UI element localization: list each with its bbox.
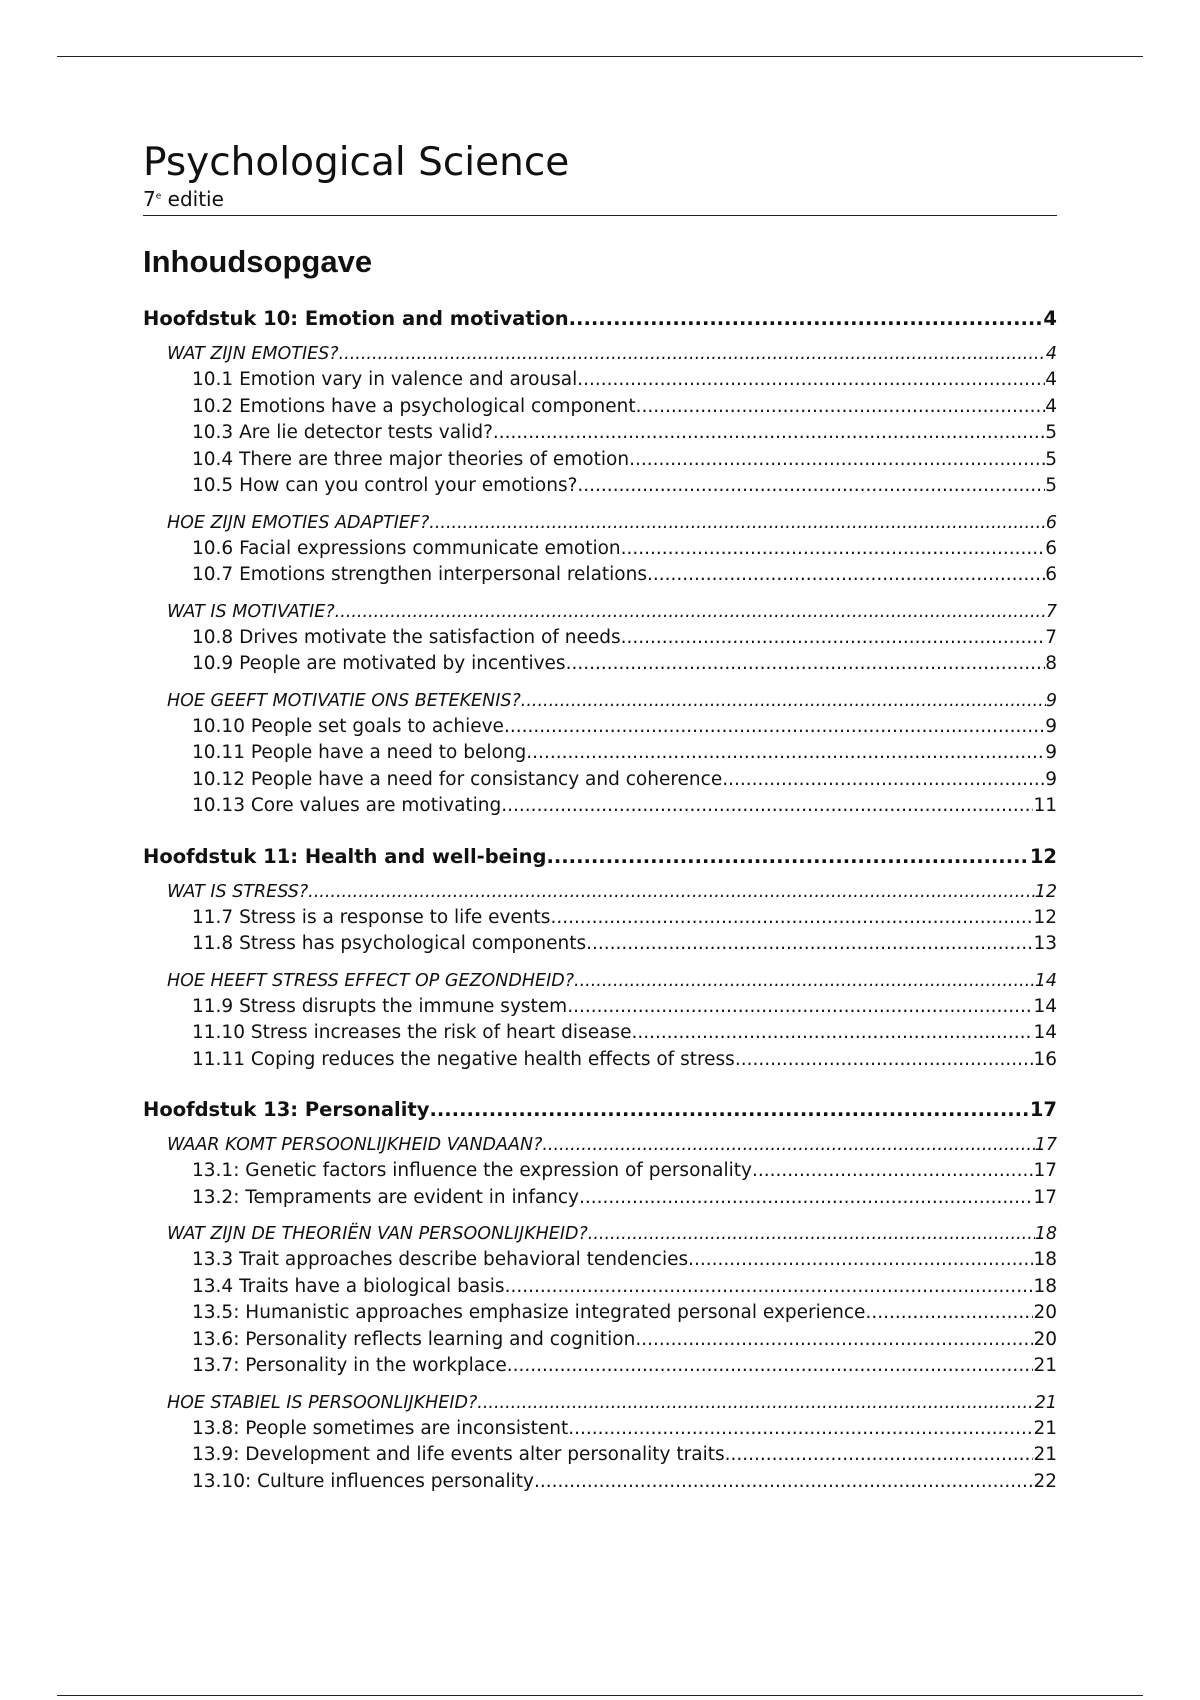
toc-chapter-title: Hoofdstuk 13: Personality [143, 1098, 430, 1121]
toc-item-title: 10.9 People are motivated by incentives [192, 653, 566, 674]
toc-item[interactable] [143, 1247, 1057, 1274]
toc-item[interactable] [143, 536, 1057, 563]
toc-item[interactable] [143, 767, 1057, 794]
toc-item-page: 17 [1033, 1186, 1057, 1208]
dot-leader [542, 1132, 1034, 1158]
toc-item[interactable] [143, 1274, 1057, 1301]
toc-section[interactable] [143, 1221, 1057, 1247]
toc-item-title: 11.11 Coping reduces the negative health effects of stress [192, 1048, 735, 1070]
toc-item[interactable] [143, 473, 1057, 500]
toc-item-title: 10.2 Emotions have a psychological component [192, 395, 636, 417]
toc-item-page: 13 [1033, 933, 1057, 954]
toc-section-title: WAT ZIJN EMOTIES? [167, 344, 339, 364]
dot-leader [588, 1221, 1035, 1247]
toc-item-title: 11.8 Stress has psychological components [192, 933, 587, 954]
toc-item-page: 9 [1045, 715, 1057, 737]
dot-leader [865, 1300, 1033, 1327]
dot-leader [567, 994, 1033, 1021]
toc-item-title: 13.1: Genetic factors influence the expression of personality [192, 1160, 752, 1181]
toc-section-title: WAAR KOMT PERSOONLIJKHEID VANDAAN? [167, 1135, 543, 1155]
toc-section-title: HOE HEEFT STRESS EFFECT OP GEZONDHEID? [167, 970, 575, 991]
toc-item-page: 11 [1033, 795, 1057, 816]
dot-leader [550, 905, 1033, 932]
toc-item-title: 10.5 How can you control your emotions? [192, 475, 578, 496]
toc-item-page: 17 [1033, 1160, 1057, 1181]
dot-leader [621, 536, 1046, 563]
dot-leader [688, 1247, 1033, 1274]
toc-section-title: WAT IS STRESS? [167, 881, 309, 902]
toc-item[interactable] [143, 651, 1057, 678]
toc-item[interactable] [143, 420, 1057, 447]
toc-item[interactable] [143, 1158, 1057, 1185]
toc-item-title: 10.3 Are lie detector tests valid? [192, 422, 493, 443]
toc-item-page: 5 [1045, 448, 1057, 470]
dot-leader [636, 394, 1046, 421]
toc-item[interactable] [143, 367, 1057, 394]
toc-item-page: 6 [1045, 564, 1057, 585]
toc-section[interactable] [143, 510, 1057, 536]
toc-section[interactable] [143, 1132, 1057, 1158]
dot-leader [504, 714, 1045, 741]
dot-leader [735, 1047, 1034, 1074]
toc-item-title: 10.4 There are three major theories of emotion [192, 448, 630, 470]
toc-item-title: 13.6: Personality reflects learning and cognition [192, 1328, 636, 1350]
toc-chapter-group [143, 844, 1057, 1074]
toc-heading: Inhoudsopgave [143, 244, 373, 279]
dot-leader [621, 625, 1046, 652]
dot-leader [505, 1274, 1034, 1301]
toc-item[interactable] [143, 1442, 1057, 1469]
toc-section[interactable] [143, 341, 1057, 367]
dot-leader [429, 1097, 1029, 1123]
toc-item-title: 13.8: People sometimes are inconsistent [192, 1417, 569, 1439]
toc-item[interactable] [143, 994, 1057, 1021]
toc-item[interactable] [143, 394, 1057, 421]
toc-item-title: 13.2: Tempraments are evident in infancy [192, 1186, 580, 1208]
dot-leader [574, 968, 1035, 994]
toc-section-page: 14 [1034, 970, 1057, 991]
toc-item-title: 13.3 Trait approaches describe behavioral tendencies [192, 1249, 689, 1270]
toc-item-title: 13.7: Personality in the workplace [192, 1355, 507, 1376]
dot-leader [501, 793, 1033, 820]
toc-item-page: 21 [1033, 1444, 1057, 1465]
toc-chapter-page: 17 [1029, 1098, 1057, 1121]
toc-item-page: 7 [1045, 626, 1057, 648]
toc-section-page: 18 [1034, 1224, 1057, 1244]
toc-chapter[interactable] [143, 306, 1057, 332]
toc-item-title: 13.5: Humanistic approaches emphasize integrated personal experience [192, 1302, 866, 1323]
toc-item-page: 21 [1033, 1355, 1057, 1376]
toc-item[interactable] [143, 1416, 1057, 1443]
toc-section-title: HOE GEEFT MOTIVATIE ONS BETEKENIS? [167, 690, 521, 711]
dot-leader [566, 651, 1046, 678]
toc-item-title: 10.7 Emotions strengthen interpersonal relations [192, 564, 647, 585]
dot-leader [335, 599, 1046, 625]
toc-item-title: 11.10 Stress increases the risk of heart disease [192, 1022, 632, 1043]
toc-item[interactable] [143, 1047, 1057, 1074]
dot-leader [577, 473, 1045, 500]
toc-section-title: HOE ZIJN EMOTIES ADAPTIEF? [167, 512, 430, 533]
dot-leader [722, 767, 1045, 794]
toc-item[interactable] [143, 714, 1057, 741]
toc-section-page: 17 [1034, 1135, 1057, 1155]
toc-item-title: 10.6 Facial expressions communicate emotion [192, 537, 621, 559]
toc-item-title: 11.7 Stress is a response to life events [192, 906, 551, 928]
footer-rule [57, 1695, 1143, 1696]
toc-chapter-page: 4 [1043, 307, 1057, 330]
toc-item-title: 10.10 People set goals to achieve [192, 715, 504, 737]
toc-item[interactable] [143, 1185, 1057, 1212]
toc-item-page: 21 [1033, 1417, 1057, 1439]
toc-item[interactable] [143, 447, 1057, 474]
toc-item[interactable] [143, 562, 1057, 589]
toc-item[interactable] [143, 625, 1057, 652]
toc-section-page: 7 [1045, 601, 1057, 622]
toc-item-page: 20 [1033, 1302, 1057, 1323]
edition-suffix: e [155, 191, 162, 202]
toc-item-page: 5 [1045, 422, 1057, 443]
dot-leader [631, 1020, 1033, 1047]
dot-leader [526, 740, 1045, 767]
dot-leader [308, 879, 1035, 905]
toc-item[interactable] [143, 740, 1057, 767]
dot-leader [507, 1353, 1034, 1380]
toc-item-page: 6 [1045, 537, 1057, 559]
toc-item-title: 13.4 Traits have a biological basis [192, 1275, 505, 1297]
toc-item-page: 4 [1045, 369, 1057, 390]
toc-item[interactable] [143, 1300, 1057, 1327]
toc-item-page: 5 [1045, 475, 1057, 496]
toc-item-page: 20 [1033, 1328, 1057, 1350]
toc-section-page: 21 [1034, 1392, 1057, 1413]
header-rule [57, 56, 1143, 57]
toc-item[interactable] [143, 905, 1057, 932]
dot-leader [521, 688, 1046, 714]
toc-item-page: 14 [1033, 995, 1057, 1017]
toc-section[interactable] [143, 968, 1057, 994]
dot-leader [339, 341, 1046, 367]
dot-leader [725, 1442, 1034, 1469]
toc-section-page: 12 [1034, 881, 1057, 902]
toc-item[interactable] [143, 1020, 1057, 1047]
toc-item-title: 10.13 Core values are motivating [192, 795, 502, 816]
toc-section[interactable] [143, 1390, 1057, 1416]
toc-item[interactable] [143, 931, 1057, 958]
dot-leader [586, 931, 1033, 958]
toc-section-page: 6 [1045, 512, 1057, 533]
toc-item-page: 12 [1033, 906, 1057, 928]
table-of-contents [143, 306, 1057, 1495]
dot-leader [546, 844, 1029, 870]
toc-item-title: 10.12 People have a need for consistancy and coherence [192, 768, 723, 790]
toc-section[interactable] [143, 688, 1057, 714]
toc-chapter[interactable] [143, 844, 1057, 870]
toc-chapter[interactable] [143, 1097, 1057, 1123]
toc-item-page: 18 [1033, 1249, 1057, 1270]
toc-item[interactable] [143, 793, 1057, 820]
toc-item-title: 13.10: Culture influences personality [192, 1470, 534, 1492]
dot-leader [534, 1469, 1034, 1496]
toc-item-page: 18 [1033, 1275, 1057, 1297]
dot-leader [568, 1416, 1033, 1443]
toc-chapter-page: 12 [1029, 844, 1057, 868]
dot-leader [647, 562, 1045, 589]
dot-leader [752, 1158, 1034, 1185]
toc-section-page: 9 [1045, 690, 1057, 711]
toc-section[interactable] [143, 599, 1057, 625]
toc-item[interactable] [143, 1327, 1057, 1354]
document-edition [143, 186, 1057, 216]
toc-chapter-title: Hoofdstuk 11: Health and well-being [143, 844, 547, 868]
toc-item-title: 11.9 Stress disrupts the immune system [192, 995, 568, 1017]
toc-item[interactable] [143, 1353, 1057, 1380]
toc-chapter-title: Hoofdstuk 10: Emotion and motivation [143, 307, 569, 330]
toc-item-page: 9 [1045, 742, 1057, 763]
toc-item-page: 14 [1033, 1022, 1057, 1043]
toc-item-title: 10.8 Drives motivate the satisfaction of needs [192, 626, 621, 648]
dot-leader [569, 306, 1044, 332]
dot-leader [477, 1390, 1034, 1416]
dot-leader [493, 420, 1045, 447]
toc-item-page: 4 [1045, 395, 1057, 417]
toc-section-title: HOE STABIEL IS PERSOONLIJKHEID? [167, 1392, 478, 1413]
toc-item-page: 8 [1045, 653, 1057, 674]
dot-leader [629, 447, 1045, 474]
toc-section[interactable] [143, 879, 1057, 905]
dot-leader [635, 1327, 1033, 1354]
toc-item-title: 10.1 Emotion vary in valence and arousal [192, 369, 578, 390]
toc-section-page: 4 [1045, 344, 1057, 364]
dot-leader [429, 510, 1046, 536]
dot-leader [577, 367, 1045, 394]
toc-section-title: WAT IS MOTIVATIE? [167, 601, 335, 622]
toc-item-title: 13.9: Development and life events alter personality traits [192, 1444, 725, 1465]
document-body [143, 140, 1057, 1495]
edition-label: editie [167, 187, 224, 211]
dot-leader [579, 1185, 1033, 1212]
toc-item-title: 10.11 People have a need to belong [192, 742, 527, 763]
edition-number: 7 [143, 187, 156, 211]
toc-item-page: 16 [1033, 1048, 1057, 1070]
toc-item-page: 9 [1045, 768, 1057, 790]
toc-item-page: 22 [1033, 1470, 1057, 1492]
toc-item[interactable] [143, 1469, 1057, 1496]
document-title: Psychological Science [143, 140, 570, 185]
toc-section-title: WAT ZIJN DE THEORIËN VAN PERSOONLIJKHEID? [167, 1224, 588, 1244]
toc-chapter-group [143, 1097, 1057, 1495]
toc-chapter-group [143, 306, 1057, 820]
